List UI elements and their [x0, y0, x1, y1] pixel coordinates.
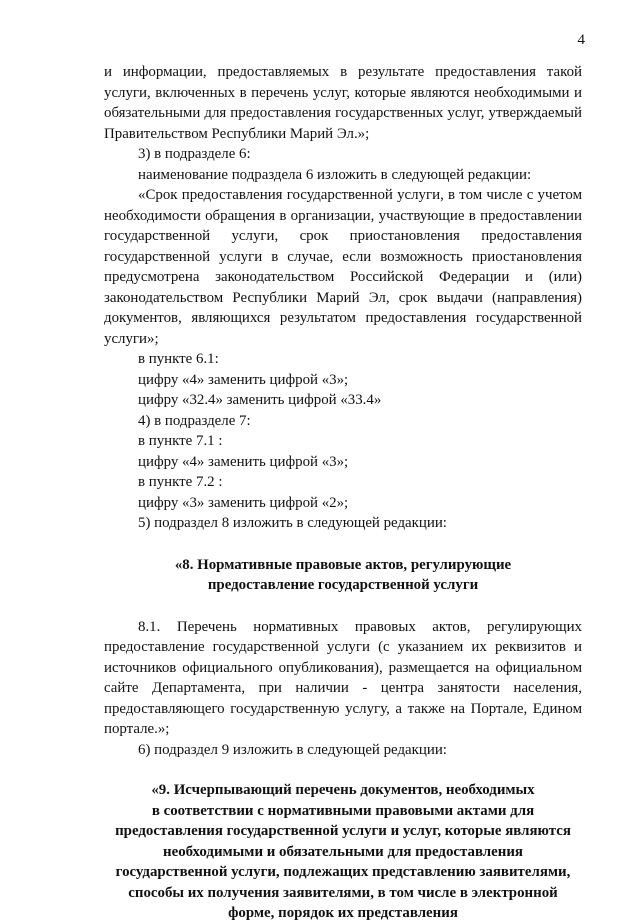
- paragraph-point-7-2: в пункте 7.2 :: [138, 474, 223, 490]
- paragraph-point-6-1: в пункте 6.1:: [138, 351, 219, 367]
- paragraph-replace-4-b: цифру «4» заменить цифрой «3»;: [138, 453, 349, 470]
- heading-line: предоставления государственной услуги и услуг, которые являются: [115, 823, 571, 839]
- document-body: [104, 62, 582, 924]
- paragraph-subsection-6-name: наименование подраздела 6 изложить в следующей редакции:: [138, 166, 532, 183]
- list-item-5: 5) подраздел 8 изложить в следующей редакции:: [138, 515, 447, 531]
- paragraph-8-1: 8.1. Перечень нормативных правовых актов, регулирующих предоставление государственной услуги (с указанием их реквизитов и источников официального опубликования), размещается на официальном сайте Департамента, при наличии - центра занятости населения, предоставляющего государственную услугу, а также на Портале, Едином портале.»;: [104, 618, 582, 737]
- paragraph-replace-4: цифру «4» заменить цифрой «3»;: [138, 371, 349, 388]
- heading-section-8: [104, 555, 582, 596]
- list-item-6: 6) подраздел 9 изложить в следующей редакции:: [138, 741, 447, 758]
- paragraph-replace-32-4: цифру «32.4» заменить цифрой «33.4»: [138, 392, 382, 408]
- paragraph-point-7-1: в пункте 7.1 :: [138, 433, 223, 449]
- paragraph-continuation: и информации, предоставляемых в результате предоставления такой услуги, включенных в перечень услуг, которые являются необходимыми и обязательными для предоставления государственных услуг, утверждаемый Правительством Республики Марий Эл.»;: [104, 64, 582, 142]
- heading-line: государственной услуги, подлежащих представлению заявителями,: [115, 864, 571, 880]
- page-number: 4: [577, 32, 585, 48]
- paragraph-replace-3: цифру «3» заменить цифрой «2»;: [138, 494, 349, 511]
- heading-line: в соответствии с нормативными правовыми актами для: [151, 802, 535, 819]
- heading-section-9: [104, 780, 582, 924]
- list-item-4: 4) в подразделе 7:: [138, 412, 251, 429]
- heading-line: необходимыми и обязательными для предоставления: [163, 843, 523, 860]
- list-item-3: 3) в подразделе 6:: [138, 146, 251, 162]
- heading-line: форме, порядок их представления: [228, 905, 458, 921]
- heading-line: «9. Исчерпывающий перечень документов, необходимых: [151, 782, 535, 798]
- paragraph-quote-deadline: «Срок предоставления государственной услуги, в том числе с учетом необходимости обращения в организации, участвующие в предоставлении государственной услуги, срок приостановления предоставления государственной услуги в случае, если возможность приостановления предусмотрена законодательством Российской Федерации и (или) законодательством Республики Марий Эл, срок выдачи (направления) документов, являющихся результатом предоставления государственной услуги»;: [104, 187, 582, 347]
- heading-line: «8. Нормативные правовые актов, регулирующие: [174, 556, 512, 573]
- heading-line: предоставление государственной услуги: [207, 577, 479, 593]
- heading-line: способы их получения заявителями, в том числе в электронной: [128, 884, 558, 901]
